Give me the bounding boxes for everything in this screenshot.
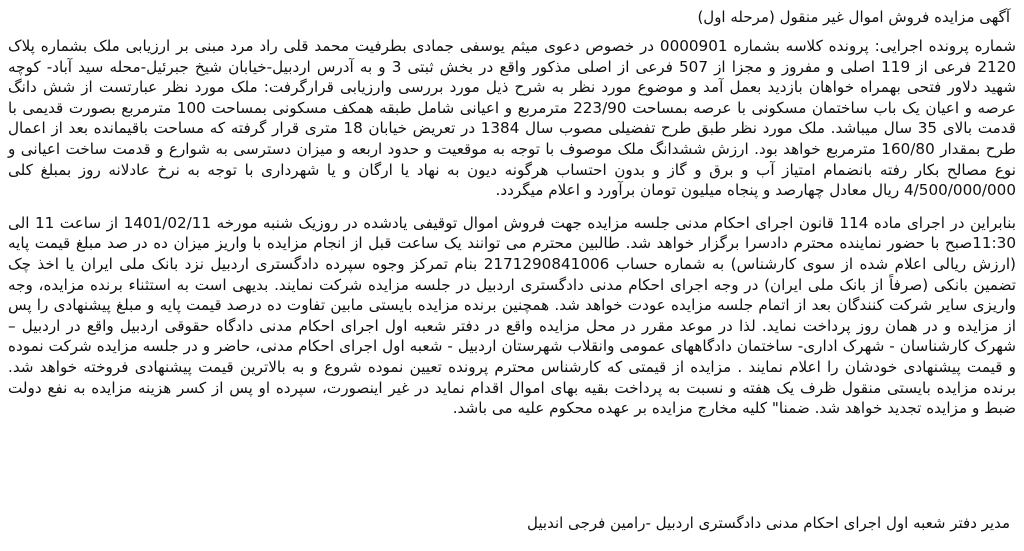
notice-title: آگهی مزایده فروش اموال غیر منقول (مرحله اول) (697, 8, 1010, 26)
notice-signature: مدیر دفتر شعبه اول اجرای احکام مدنی دادگستری اردبیل -رامین فرجی اندبیل (527, 514, 1010, 532)
notice-paragraph-auction-terms: بنابراین در اجرای ماده 114 قانون اجرای احکام مدنی جلسه مزایده جهت فروش اموال توقیفی یادشده در روزیک شنبه مورخه 1401/02/11 از ساعت 11 الی 11:30صبح با حضور نماینده محترم دادسرا برگزار خواهد شد. طالبین محترم می توانند یک ساعت قبل از انجام مزایده با واریز میزان ده در صد مبلغ قیمت پایه (ارزش ریالی اعلام شده از سوی کارشناس) به شماره حساب 2171290841006 بنام تمرکز وجوه سپرده دادگستری اردبیل نزد بانک ملی ایران یا اخذ چک تضمین بانکی (صرفاً از بانک ملی ایران) در وجه اجرای احکام مدنی دادگستری اردبیل در جلسه مزایده شرکت نمایند. بدیهی است به استثناء برنده مزایده، وجه واریزی سایر شرکت کنندگان بعد از اتمام جلسه مزایده عودت خواهد شد. همچنین برنده مزایده بایستی مابین تفاوت ده درصد قیمت پایه و مبلغ پیشنهادی را پس از مزایده و در همان روز پرداخت نماید. لذا در موعد مقرر در محل مزایده واقع در دفتر شعبه اول اجرای احکام مدنی دادگاه حقوقی اردبیل واقع در اردبیل – شهرک کارشناسان - شهرک اداری- ساختمان دادگاههای عمومی وانقلاب شهرستان اردبیل - شعبه اول اجرای احکام مدنی، حاضر و در جلسه مزایده شرکت نموده و قیمت پیشنهادی خودشان را اعلام نمایند . مزایده از قیمتی که کارشناس محترم پرونده تعیین نموده شروع و به بالاترین قیمت پیشنهادی فروخته خواهد شد. برنده مزایده بایستی منقول ظرف یک هفته و نسبت به پرداخت بقیه بهای اموال اقدام نماید در غیر اینصورت، سپرده او پس از کسر هزینه مزایده به نفع دولت ضبط و مزایده تجدید خواهد شد. ضمنا" کلیه مخارج مزایده بر عهده محکوم علیه می باشد. (8, 213, 1016, 418)
auction-notice (8, 6, 1016, 419)
notice-paragraph-case-details: شماره پرونده اجرایی: پرونده کلاسه بشماره 0000901 در خصوص دعوی میثم یوسفی جمادی بطرفیت محمد قلی راد مرد مبنی بر ارزیابی ملک بشماره پلاک 2120 فرعی از 119 اصلی و مفروز و مجزا از 507 فرعی از اصلی مذکور واقع در بخش ثبتی 3 و به آدرس اردبیل-خیابان شیخ جبرئیل-محله سید آباد- کوچه شهید دلاور فتحی بهمراه خواهان بازدید بعمل آمد و موضوع مورد نظر به شرح ذیل مورد بررسی وارزیابی قرارگرفت: ملک مورد نظر عبارتست از شش دانگ عرصه و اعیان یک باب ساختمان مسکونی با عرصه بمساحت 223/90 مترمربع و اعیانی شامل طبقه همکف مسکونی بمساحت 100 مترمربع بصورت قدیمی با قدمت بالای 35 سال میباشد. ملک مورد نظر طبق طرح تفضیلی مصوب سال 1384 در تعریض خیابان 18 متری قرار گرفته که مساحت باقیمانده بعد از اعمال طرح بمقدار 160/80 مترمربع خواهد بود. ارزش ششدانگ ملک موصوف با توجه به موقعیت و حدود اربعه و میزان دسترسی به شوارع و قدمت ساخت اعیانی و نوع مصالح بکار رفته بانضمام امتیاز آب و برق و گاز و بدون احتساب هرگونه دیون به نهاد یا ارگان و یا شهرداری با توجه به نرخ عادلانه روز بمبلغ کلی 4/500/000/000 ریال معادل چهارصد و پنجاه میلیون تومان برآورد و اعلام میگردد. (8, 37, 1017, 200)
